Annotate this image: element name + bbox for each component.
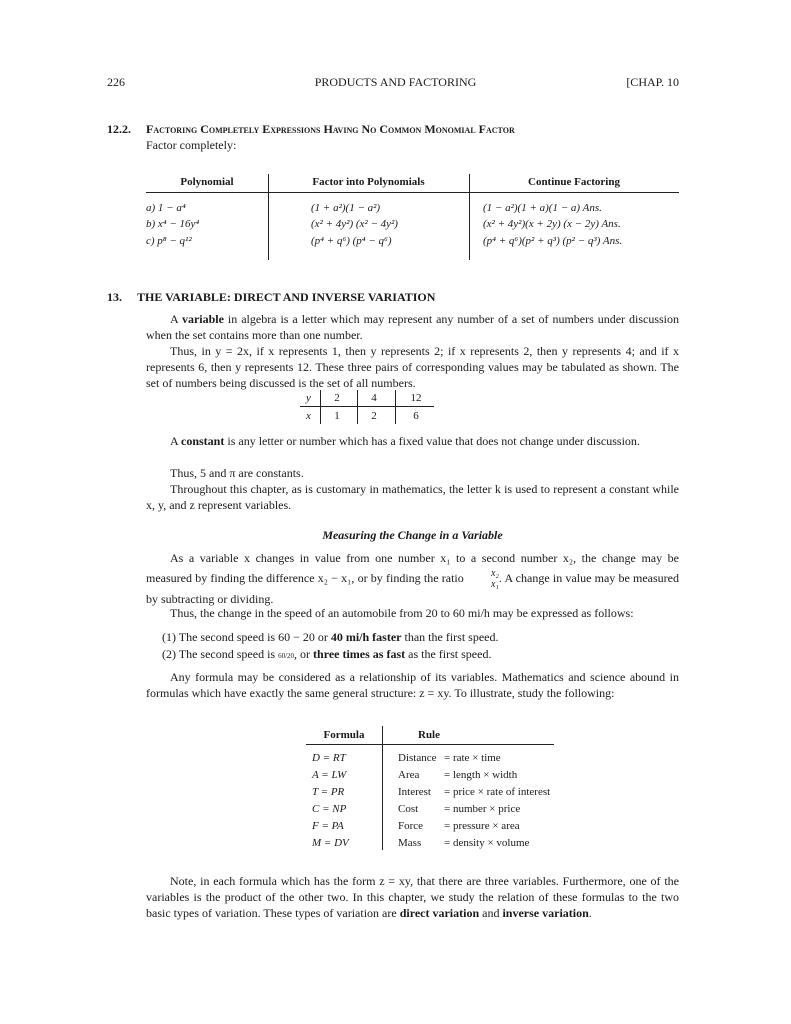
instruction: Factor completely:	[146, 138, 237, 152]
x-label: x	[306, 410, 311, 422]
x-value: 6	[413, 410, 419, 422]
y-label: y	[306, 392, 311, 404]
rule-text: = rate × time	[444, 752, 501, 764]
table-rule	[306, 744, 554, 745]
paragraph-variable: A variable in algebra is a letter which may represent any number of a set of numbers under discussion when the set contains more than one number.	[146, 312, 679, 342]
col-header: Factor into Polynomials	[312, 176, 425, 188]
paragraph-formulas: Any formula may be considered as a relationship of its variables. Mathematics and science abound in formulas which have exactly the same general structure: z = xy. To illustrate, study the following:	[146, 670, 679, 700]
column-divider	[320, 390, 321, 424]
factor-cell: (p⁴ + q⁶) (p⁴ − q⁶)	[311, 235, 392, 247]
paragraph-constant: A constant is any letter or number which has a fixed value that does not change under discussion.	[170, 434, 640, 448]
column-divider	[395, 390, 396, 424]
paragraph-closing: Note, in each formula which has the form z = xy, that there are three variables. Furthermore, one of the variables is the product of the other two. In this chapter, we study the relation of these formulas to the two basic types of variation. These types of variation are direct variation and inverse variation.	[146, 874, 679, 920]
column-divider	[268, 174, 269, 260]
table-row: a) 1 − a⁴	[146, 202, 186, 214]
rule-name: Mass	[398, 837, 422, 849]
rule-name: Force	[398, 820, 424, 832]
section-number: 12.2.	[107, 122, 131, 136]
list-item: (2) The second speed is 60/20, or three times as fast as the first speed.	[162, 647, 492, 661]
column-divider	[357, 390, 358, 424]
formula-cell: D = RT	[312, 752, 346, 764]
rule-name: Area	[398, 769, 420, 781]
rule-text: = price × rate of interest	[444, 786, 551, 798]
rule-name: Distance	[398, 752, 437, 764]
formula-cell: A = LW	[312, 769, 347, 781]
continue-cell: (1 − a²)(1 + a)(1 − a) Ans.	[483, 202, 602, 214]
paragraph-speed: Thus, the change in the speed of an automobile from 20 to 60 mi/h may be expressed as follows:	[170, 606, 634, 620]
table-row: b) x⁴ − 16y⁴	[146, 218, 200, 230]
rule-name: Cost	[398, 803, 419, 815]
rule-name: Interest	[398, 786, 431, 798]
rule-text: = density × volume	[444, 837, 530, 849]
factor-cell: (1 + a²)(1 − a²)	[311, 202, 381, 214]
table-rule	[146, 192, 679, 193]
x-value: 1	[334, 410, 340, 422]
rule-text: = length × width	[444, 769, 518, 781]
column-divider	[469, 174, 470, 260]
section-title: THE VARIABLE: DIRECT AND INVERSE VARIATION	[137, 290, 436, 304]
running-title: PRODUCTS AND FACTORING	[314, 75, 477, 89]
rule-text: = number × price	[444, 803, 521, 815]
table-row: c) p⁸ − q¹²	[146, 235, 192, 247]
col-header: Formula	[323, 729, 365, 741]
paragraph-change: As a variable x changes in value from one number x₁ to a second number x₂, the change may be measured by finding the difference x₂ − x₁, or by finding the ratio x₂ x₁ . A change in value may be measured by subtracting or dividing.	[146, 551, 679, 606]
col-header: Rule	[418, 729, 440, 741]
formula-cell: C = NP	[312, 803, 347, 815]
section-title: Factoring Completely Expressions Having No Common Monomial Factor	[146, 122, 515, 136]
y-value: 2	[334, 392, 340, 404]
page-number: 226	[107, 75, 125, 89]
column-divider	[382, 726, 383, 850]
paragraph-convention: Throughout this chapter, as is customary in mathematics, the letter k is used to represent a constant while x, y, and z represent variables.	[146, 482, 679, 512]
col-header: Polynomial	[180, 176, 234, 188]
paragraph-example: Thus, in y = 2x, if x represents 1, then y represents 2; if x represents 2, then y represents 4; and if x represents 6, then y represents 12. These three pairs of corresponding values may be tabulated as shown. The set of numbers being discussed is the set of all numbers.	[146, 344, 679, 390]
list-item: (1) The second speed is 60 − 20 or 40 mi/h faster than the first speed.	[162, 630, 499, 644]
continue-cell: (p⁴ + q⁶)(p² + q³) (p² − q³) Ans.	[483, 235, 623, 247]
x-value: 2	[371, 410, 377, 422]
formula-cell: F = PA	[312, 820, 344, 832]
col-header: Continue Factoring	[528, 176, 620, 188]
section-number: 13.	[107, 290, 122, 304]
y-value: 4	[371, 392, 377, 404]
paragraph-constants-example: Thus, 5 and π are constants.	[170, 466, 304, 480]
factor-cell: (x² + 4y²) (x² − 4y²)	[311, 218, 398, 230]
formula-cell: T = PR	[312, 786, 345, 798]
formula-cell: M = DV	[312, 837, 349, 849]
ratio-fraction: x₂ x₁	[490, 568, 499, 590]
subsection-heading: Measuring the Change in a Variable	[322, 528, 503, 542]
continue-cell: (x² + 4y²)(x + 2y) (x − 2y) Ans.	[483, 218, 621, 230]
chapter-label: [CHAP. 10	[626, 75, 679, 89]
rule-text: = pressure × area	[444, 820, 520, 832]
y-value: 12	[410, 392, 422, 404]
